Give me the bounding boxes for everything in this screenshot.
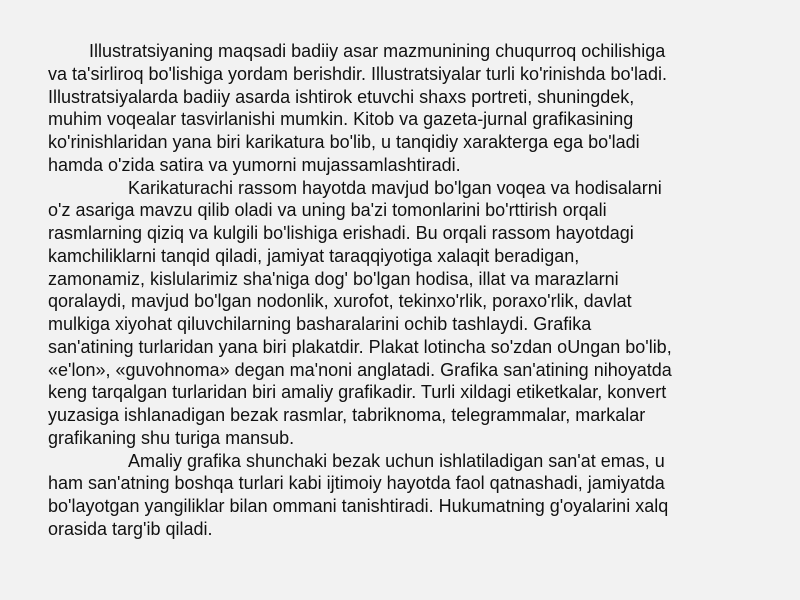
paragraph-caricature: [48, 177, 760, 450]
text-line: rasmlarning qiziq va kulgili bo'lishiga erishadi. Bu orqali rassom hayotdagi: [48, 223, 634, 243]
text-line: bo'layotgan yangiliklar bilan ommani tanishtiradi. Hukumatning g'oyalarini xalq: [48, 496, 669, 516]
text-line: san'atining turlaridan yana biri plakatdir. Plakat lotincha so'zdan oUngan bo'lib,: [48, 336, 672, 357]
text-line: ham san'atning boshqa turlari kabi ijtimoiy hayotda faol qatnashadi, jamiyatda: [48, 473, 665, 494]
text-line: hamda o'zida satira va yumorni mujassamlashtiradi.: [48, 154, 461, 175]
text-line: o'z asariga mavzu qilib oladi va uning ba'zi tomonlarini bo'rttirish orqali: [48, 200, 607, 221]
paragraph-illustration: [48, 40, 760, 177]
text-line: orasida targ'ib qiladi.: [48, 518, 213, 539]
text-line: Karikaturachi rassom hayotda mavjud bo'lgan voqea va hodisalarni: [128, 177, 662, 198]
text-line: grafikaning shu turiga mansub.: [48, 427, 295, 448]
text-line: muhim voqealar tasvirlanishi mumkin. Kitob va gazeta-jurnal grafikasining: [48, 109, 634, 130]
text-line: keng tarqalgan turlaridan biri amaliy grafikadir. Turli xildagi etiketkalar, konvert: [48, 382, 667, 403]
paragraph-applied-graphics: [48, 450, 760, 541]
text-line: kamchiliklarni tanqid qiladi, jamiyat taraqqiyotiga xalaqit beradigan,: [48, 245, 580, 266]
text-line: Illustratsiyaning maqsadi badiiy asar mazmunining chuqurroq ochilishiga: [89, 41, 666, 61]
text-line: va ta'sirliroq bo'lishiga yordam berishdir. Illustratsiyalar turli ko'rinishda bo'ladi.: [48, 63, 668, 84]
text-line: zamonamiz, kislularimiz sha'niga dog' bo'lgan hodisa, illat va marazlarni: [48, 268, 619, 289]
text-line: Amaliy grafika shunchaki bezak uchun ishlatiladigan san'at emas, u: [128, 450, 665, 471]
text-line: ko'rinishlaridan yana biri karikatura bo'lib, u tanqidiy xarakterga ega bo'ladi: [48, 132, 640, 152]
text-line: mulkiga xiyohat qiluvchilarning basharalarini ochib tashlaydi. Grafika: [48, 314, 592, 334]
text-line: yuzasiga ishlanadigan bezak rasmlar, tabriknoma, telegrammalar, markalar: [48, 405, 646, 425]
text-line: Illustratsiyalarda badiiy asarda ishtirok etuvchi shaxs portreti, shuningdek,: [48, 86, 635, 107]
text-line: «e'lon», «guvohnoma» degan ma'noni anglatadi. Grafika san'atining nihoyatda: [48, 359, 672, 380]
text-line: qoralaydi, mavjud bo'lgan nodonlik, xurofot, tekinxo'rlik, poraxo'rlik, davlat: [48, 291, 632, 312]
